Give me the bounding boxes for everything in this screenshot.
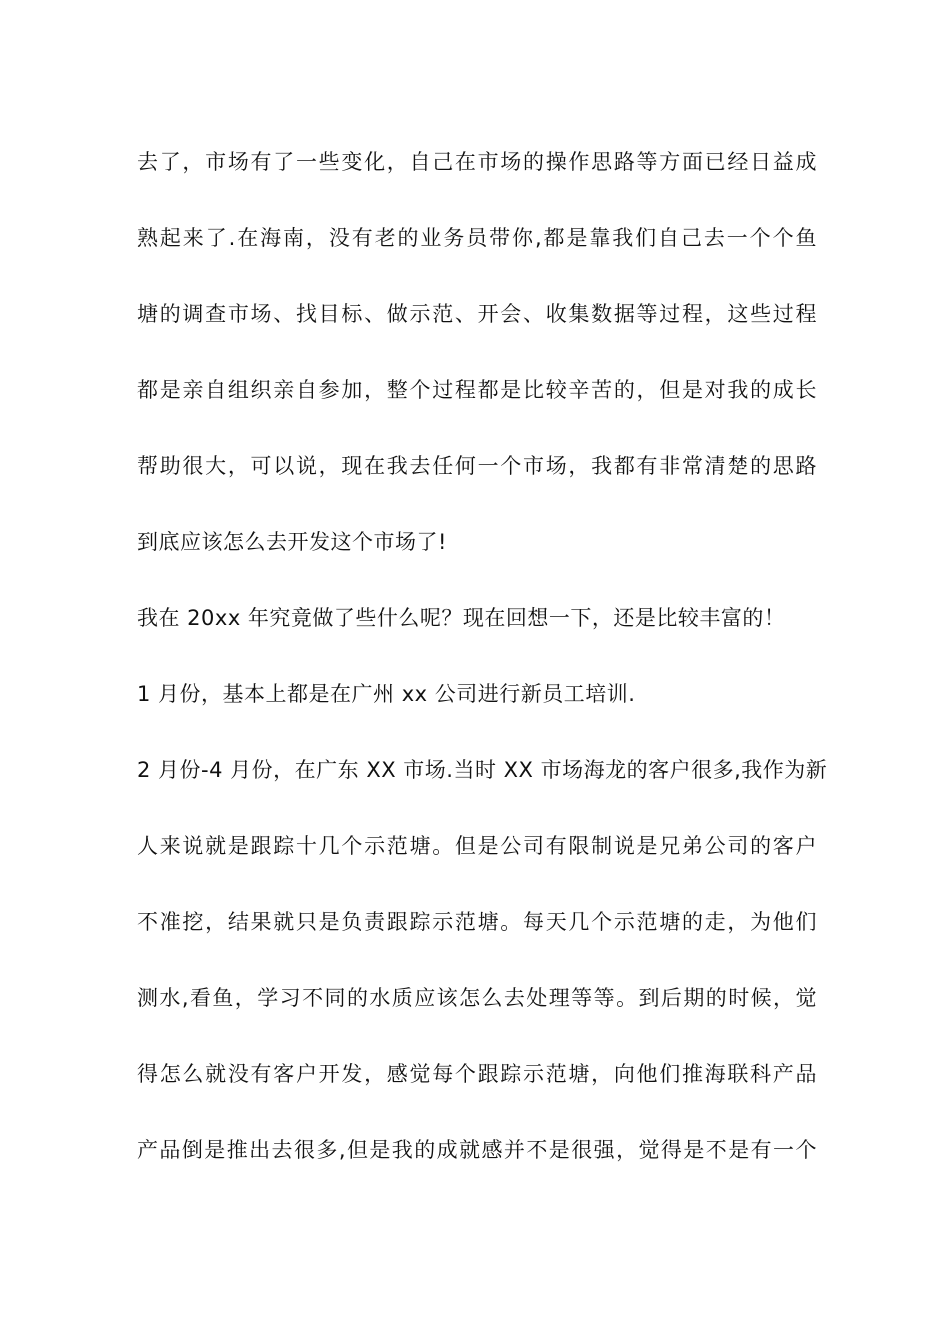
body-text (137, 143, 828, 1207)
text-line: 塘的调查市场、找目标、做示范、开会、收集数据等过程，这些过程 (137, 302, 817, 326)
text-line: 得怎么就没有客户开发，感觉每个跟踪示范塘，向他们推海联科产品 (137, 1062, 817, 1086)
text-line: 都是亲自组织亲自参加，整个过程都是比较辛苦的，但是对我的成长 (137, 378, 817, 402)
text-line: 产品倒是推出去很多,但是我的成就感并不是很强，觉得是不是有一个 (137, 1138, 817, 1162)
text-line: 去了，市场有了一些变化，自己在市场的操作思路等方面已经日益成 (137, 150, 817, 174)
text-line: 测水,看鱼，学习不同的水质应该怎么去处理等等。到后期的时候，觉 (137, 986, 817, 1010)
text-line: 1 月份，基本上都是在广州 xx 公司进行新员工培训. (137, 682, 636, 706)
text-line: 帮助很大，可以说，现在我去任何一个市场，我都有非常清楚的思路 (137, 454, 817, 478)
text-line: 熟起来了.在海南，没有老的业务员带你,都是靠我们自己去一个个鱼 (137, 226, 817, 250)
text-line: 不准挖，结果就只是负责跟踪示范塘。每天几个示范塘的走，为他们 (137, 910, 817, 934)
text-line: 到底应该怎么去开发这个市场了! (137, 530, 447, 554)
text-line: 人来说就是跟踪十几个示范塘。但是公司有限制说是兄弟公司的客户 (137, 834, 817, 858)
text-line: 我在 20xx 年究竟做了些什么呢？现在回想一下，还是比较丰富的！ (137, 606, 786, 630)
text-line: 2 月份-4 月份，在广东 XX 市场.当时 XX 市场海龙的客户很多,我作为新 (137, 758, 828, 782)
